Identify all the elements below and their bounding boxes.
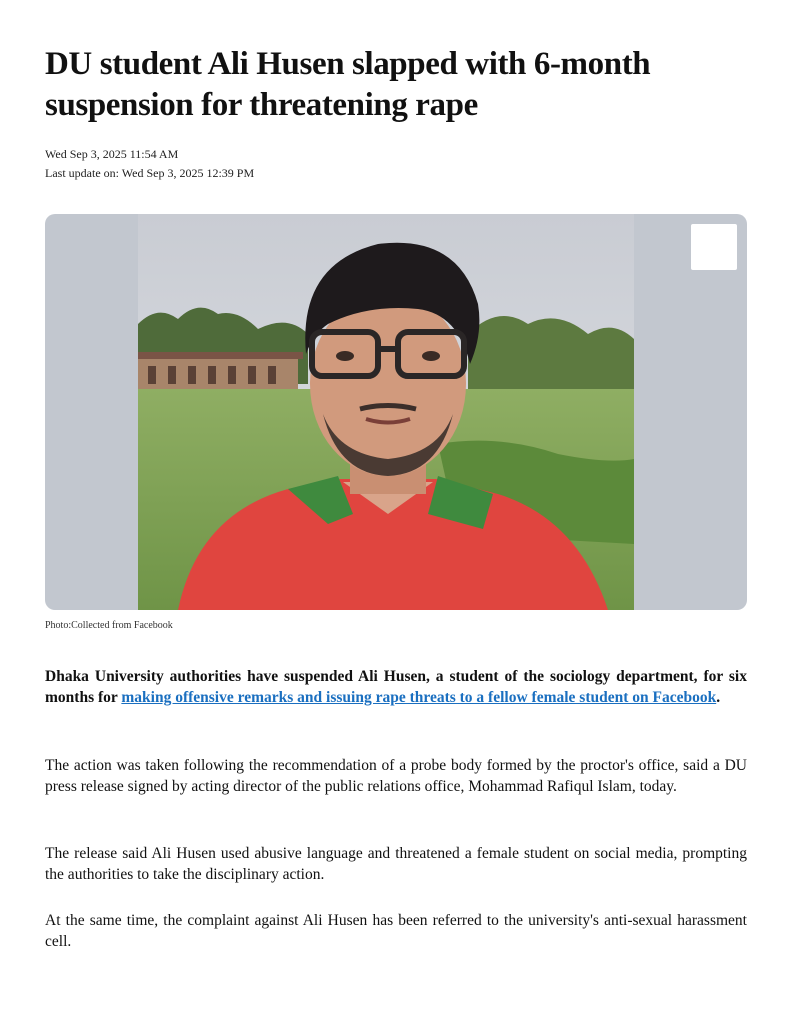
photo-expand-button[interactable] [691, 224, 737, 270]
body-paragraph: The action was taken following the recommendation of a probe body formed by the proctor's office, said a DU press release signed by acting director of the public relations office, Mohammad Rafiqul Islam, today. [45, 757, 747, 795]
last-update: Last update on: Wed Sep 3, 2025 12:39 PM [45, 166, 255, 180]
body-paragraph: The release said Ali Husen used abusive language and threatened a female student on social media, prompting the authorities to take the disciplinary action. [45, 845, 747, 883]
article-photo [45, 214, 747, 610]
lead-paragraph [45, 666, 747, 708]
article-link[interactable]: making offensive remarks and issuing rape threats to a fellow female student on Facebook [121, 689, 717, 706]
lead-end: . [716, 689, 721, 706]
headline: DU student Ali Husen slapped with 6-month suspension for threatening rape [45, 46, 651, 123]
publish-date: Wed Sep 3, 2025 11:54 AM [45, 147, 179, 161]
portrait-photo [138, 214, 634, 610]
body-paragraph: At the same time, the complaint against Ali Husen has been referred to the university's anti-sexual harassment cell. [45, 912, 747, 950]
lead-text: Dhaka University authorities have suspended Ali Husen, a student of the sociology department, for six months for [45, 668, 747, 706]
photo-caption: Photo:Collected from Facebook [45, 620, 173, 631]
